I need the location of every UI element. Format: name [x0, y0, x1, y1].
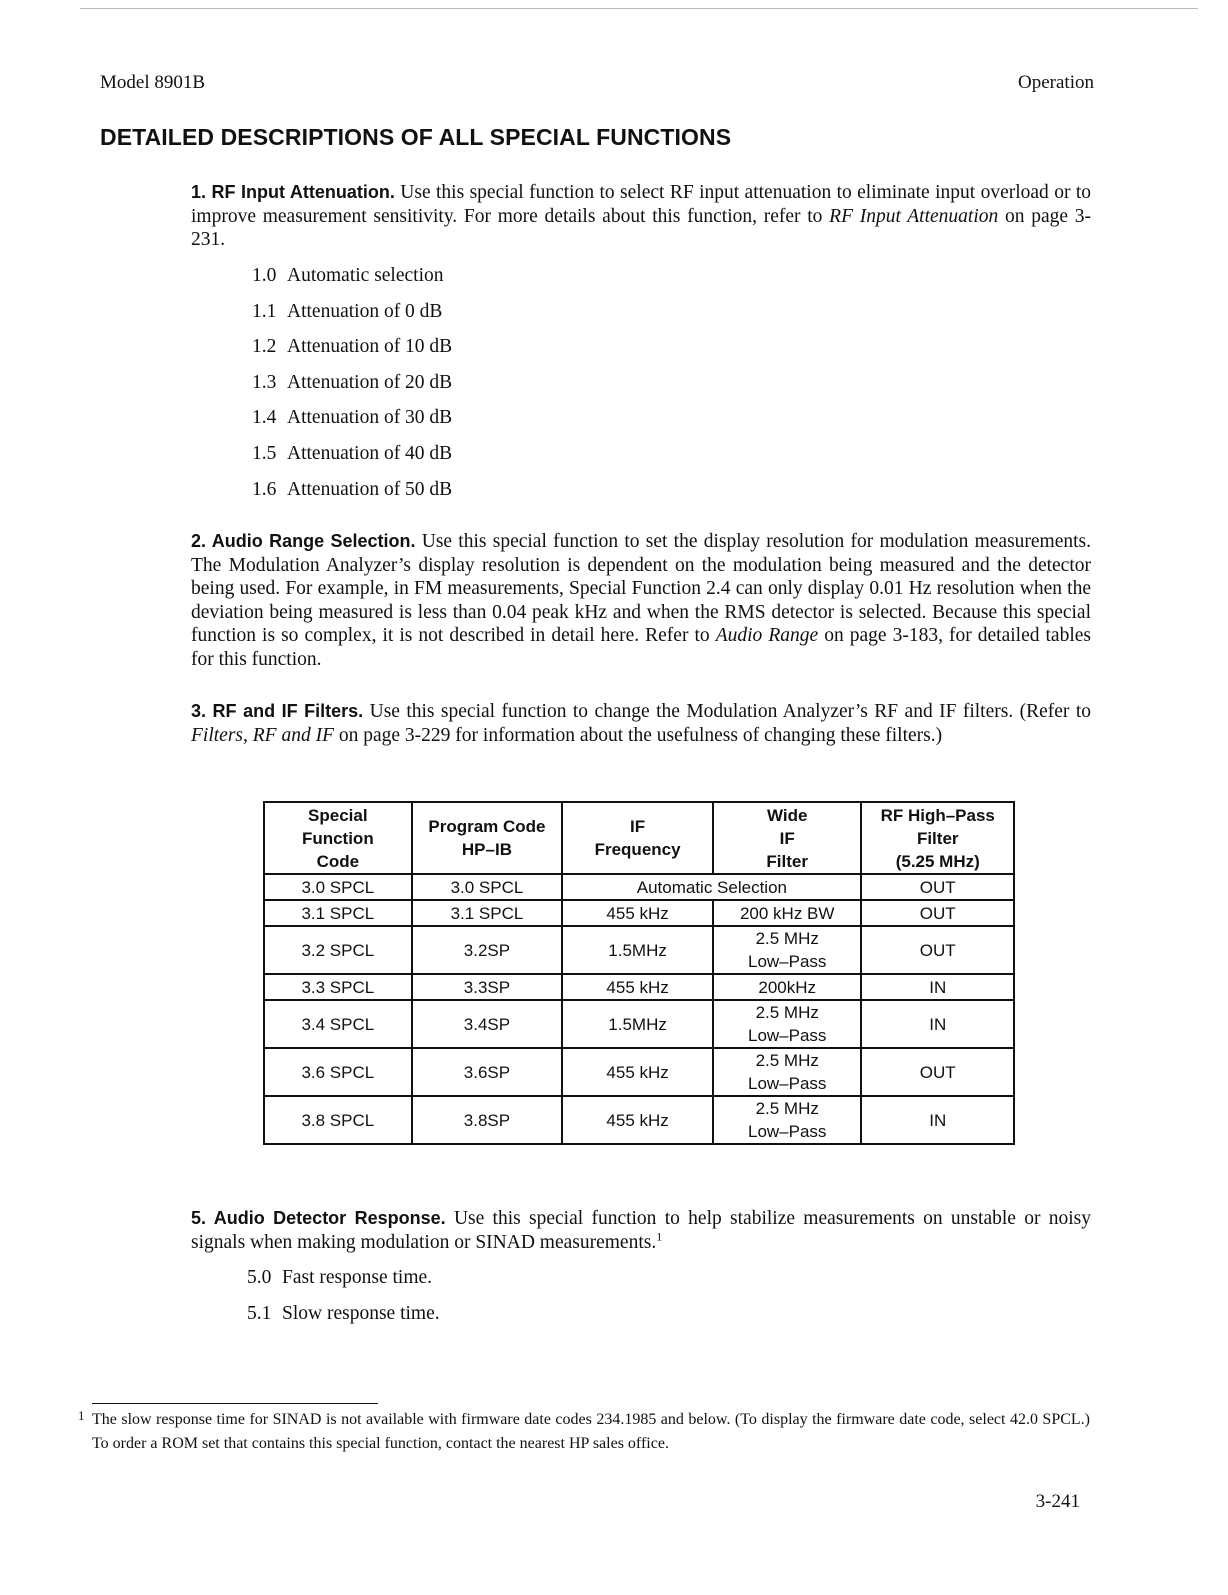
section-1-heading: 1. RF Input Attenuation. — [191, 182, 395, 202]
cell-rf-high-pass: OUT — [861, 1048, 1014, 1096]
section-1-option-list — [252, 264, 452, 513]
section-3-text: Use this special function to change the Modulation Analyzer’s RF and IF filters. (Refer to — [369, 701, 1092, 722]
header-if-frequency: IF Frequency — [562, 802, 713, 874]
cell-rf-high-pass: OUT — [861, 926, 1014, 974]
cell-rf-high-pass: IN — [861, 1000, 1014, 1048]
section-2-text: Use this special function to set the display resolution for modulation measurements. The Modulation Analyzer’s display resolution is dependent on the modulation being measured and the detector being used. For example, in FM measurements, Special Function 2.4 can only display 0.01 Hz resolution when the deviation being measured is less than 0.04 peak kHz and when the RMS detector is selected. Because this special function is so complex, it is not described in detail here. Refer to — [191, 531, 1092, 646]
cell-program-code: 3.6SP — [412, 1048, 563, 1096]
cell-wide-if-filter: 2.5 MHz Low–Pass — [713, 1048, 862, 1096]
section-1-reference: RF Input Attenuation — [829, 205, 999, 227]
top-rule — [80, 8, 1198, 9]
section-2-reference: Audio Range — [715, 625, 819, 646]
section-5-paragraph — [191, 1207, 1091, 1254]
list-item: 1.6 Attenuation of 50 dB — [252, 478, 453, 500]
cell-rf-high-pass: IN — [861, 1096, 1014, 1144]
cell-wide-if-filter: 2.5 MHz Low–Pass — [713, 926, 862, 974]
cell-rf-high-pass: OUT — [861, 900, 1014, 926]
running-head-section: Operation — [1018, 72, 1094, 93]
cell-code: 3.4 SPCL — [264, 1000, 412, 1048]
list-item: 5.1 Slow response time. — [247, 1302, 440, 1324]
table-row — [264, 1048, 1014, 1096]
cell-automatic-selection: Automatic Selection — [562, 874, 861, 900]
header-program-code: Program Code HP–IB — [412, 802, 563, 874]
section-5-text: Use this special function to help stabilize measurements on unstable or noisy signals when making modulation or SINAD measurements. — [191, 1208, 1092, 1253]
footnote-text: The slow response time for SINAD is not available with firmware date codes 234.1985 and below. (To display the firmware date code, select 42.0 SPCL.) To order a ROM set that contains this special function, contact the nearest HP sales office. — [92, 1411, 1090, 1452]
list-item: 1.0 Automatic selection — [252, 265, 444, 286]
cell-if-frequency: 455 kHz — [562, 1048, 713, 1096]
cell-code: 3.2 SPCL — [264, 926, 412, 974]
cell-code: 3.1 SPCL — [264, 900, 412, 926]
list-item: 1.5 Attenuation of 40 dB — [252, 442, 453, 464]
cell-if-frequency: 1.5MHz — [562, 1000, 713, 1048]
table-row — [264, 926, 1014, 974]
footnote — [78, 1408, 1090, 1456]
cell-program-code: 3.2SP — [412, 926, 563, 974]
cell-program-code: 3.3SP — [412, 974, 563, 1000]
cell-code: 3.0 SPCL — [264, 874, 412, 900]
cell-program-code: 3.8SP — [412, 1096, 563, 1144]
cell-wide-if-filter: 200 kHz BW — [713, 900, 862, 926]
header-wide-if-filter: Wide IF Filter — [713, 802, 862, 874]
section-2-heading: 2. Audio Range Selection. — [191, 531, 416, 551]
section-1-text: Use this special function to select RF input attenuation to eliminate input overload or to improve measurement sensitivity. For more details about this function, refer to — [191, 182, 1092, 227]
cell-wide-if-filter: 2.5 MHz Low–Pass — [713, 1096, 862, 1144]
list-item: 1.2 Attenuation of 10 dB — [252, 336, 453, 358]
list-item: 1.3 Attenuation of 20 dB — [252, 371, 453, 393]
table-header-row — [264, 802, 1014, 874]
cell-if-frequency: 455 kHz — [562, 974, 713, 1000]
section-3-text-end: on page 3-229 for information about the usefulness of changing these filters.) — [338, 724, 943, 746]
section-5-option-list — [247, 1266, 440, 1337]
table-row — [264, 874, 1014, 900]
rf-if-filter-table — [263, 801, 1015, 1145]
section-2-paragraph — [191, 530, 1091, 671]
list-item: 1.1 Attenuation of 0 dB — [252, 300, 443, 322]
cell-if-frequency: 455 kHz — [562, 1096, 713, 1144]
cell-rf-high-pass: OUT — [861, 874, 1014, 900]
list-item: 1.4 Attenuation of 30 dB — [252, 407, 453, 429]
footnote-rule — [92, 1403, 378, 1404]
table-row — [264, 974, 1014, 1000]
section-3-reference: Filters, RF and IF — [191, 724, 334, 746]
header-special-function-code: Special Function Code — [264, 802, 412, 874]
cell-program-code: 3.4SP — [412, 1000, 563, 1048]
section-3-heading: 3. RF and IF Filters. — [191, 701, 364, 721]
table-row — [264, 1000, 1014, 1048]
cell-if-frequency: 1.5MHz — [562, 926, 713, 974]
page-number: 3-241 — [1035, 1491, 1080, 1512]
cell-code: 3.8 SPCL — [264, 1096, 412, 1144]
cell-rf-high-pass: IN — [861, 974, 1014, 1000]
section-5-heading: 5. Audio Detector Response. — [191, 1208, 446, 1228]
cell-program-code: 3.1 SPCL — [412, 900, 563, 926]
cell-wide-if-filter: 2.5 MHz Low–Pass — [713, 1000, 862, 1048]
cell-if-frequency: 455 kHz — [562, 900, 713, 926]
running-head-model: Model 8901B — [100, 72, 206, 93]
cell-code: 3.3 SPCL — [264, 974, 412, 1000]
page-title: DETAILED DESCRIPTIONS OF ALL SPECIAL FUNCTIONS — [100, 124, 732, 150]
cell-wide-if-filter: 200kHz — [713, 974, 862, 1000]
list-item: 5.0 Fast response time. — [247, 1267, 433, 1288]
section-1-paragraph — [191, 181, 1091, 252]
table-row — [264, 1096, 1014, 1144]
cell-program-code: 3.0 SPCL — [412, 874, 563, 900]
header-rf-high-pass-filter: RF High–Pass Filter (5.25 MHz) — [861, 802, 1014, 874]
table-row — [264, 900, 1014, 926]
cell-code: 3.6 SPCL — [264, 1048, 412, 1096]
section-2-text-end: on page 3-183, for detailed tables for this function. — [191, 625, 1091, 670]
footnote-reference: 1 — [656, 1229, 663, 1243]
section-3-paragraph — [191, 700, 1091, 747]
section-1-text-end: on page 3-231. — [191, 205, 1092, 250]
footnote-mark: 1 — [78, 1408, 85, 1423]
